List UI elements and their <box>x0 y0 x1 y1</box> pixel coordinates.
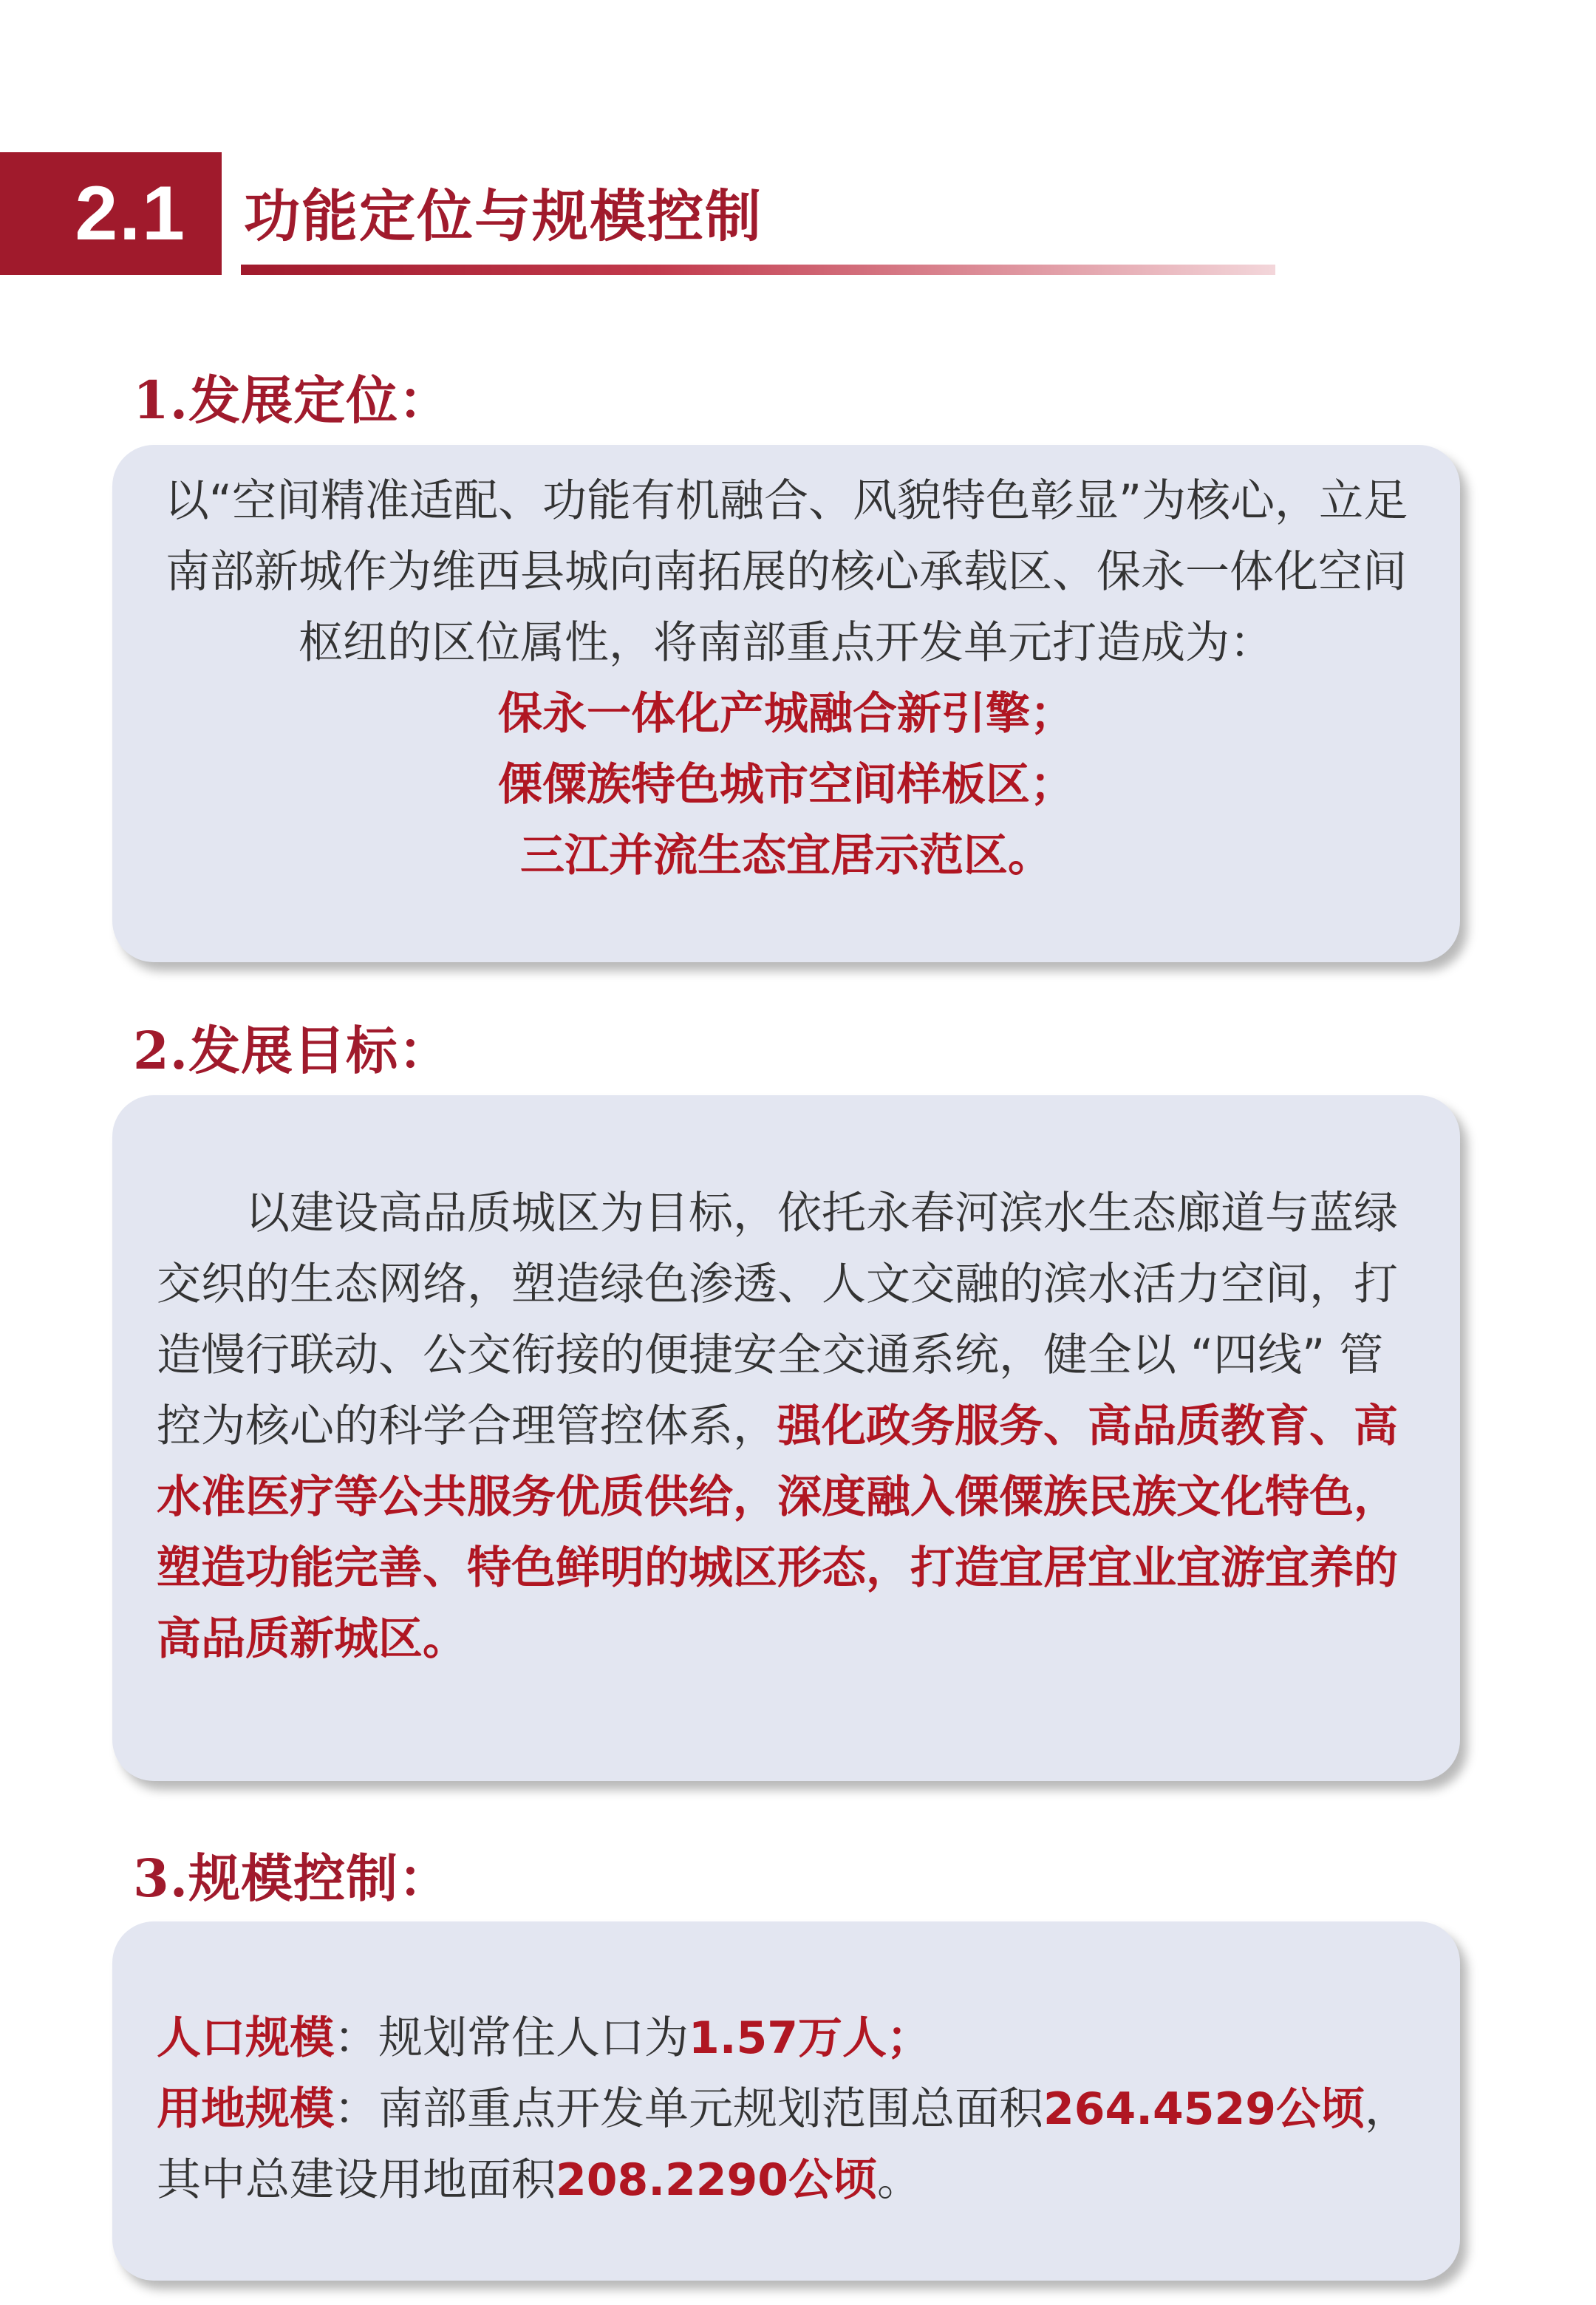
section-2-title: 2.发展目标： <box>133 1020 451 1081</box>
construction-area-value: 208.2290公顷 <box>556 2154 878 2206</box>
population-value: 1.57万人； <box>689 2012 932 2064</box>
population-text: 规划常住人口为 <box>378 2012 689 2064</box>
positioning-item-1: 保永一体化产城融合新引擎； <box>498 688 1074 740</box>
land-text: 南部重点开发单元规划范围总面积 <box>378 2083 1043 2135</box>
population-scale-line <box>157 2003 1416 2074</box>
land-end: 。 <box>877 2154 922 2206</box>
section-1-intro: 以“空间精准适配、功能有机融合、风貌特色彰显”为核心，立足南部新城作为维西县城向南拓展的核心承载区、保永一体化空间枢纽的区位属性，将南部重点开发单元打造成为： <box>164 475 1408 669</box>
section-3-title: 3.规模控制： <box>133 1848 451 1909</box>
population-colon: ： <box>334 2012 378 2064</box>
land-middle-text: ，其中总建设用地面积 <box>157 2083 1410 2206</box>
section-3-card <box>112 1921 1460 2281</box>
total-area-value: 264.4529公顷 <box>1043 2083 1365 2135</box>
page-title: 功能定位与规模控制 <box>244 183 763 249</box>
land-colon: ： <box>334 2083 378 2135</box>
section-number-badge: 2.1 <box>0 152 222 275</box>
goal-highlight-text: 强化政务服务、高品质教育、高水准医疗等公共服务优质供给，深度融入傈僳族民族文化特色，塑造功能完善、特色鲜明的城区形态，打造宜居宜业宜游宜养的高品质新城区。 <box>157 1400 1398 1665</box>
land-scale-line <box>157 2074 1416 2216</box>
section-2-card <box>112 1095 1460 1781</box>
population-label: 人口规模 <box>157 2012 334 2064</box>
land-label: 用地规模 <box>157 2083 334 2135</box>
section-2-paragraph <box>157 1178 1408 1675</box>
section-1-card <box>112 445 1460 962</box>
title-underline <box>241 265 1275 275</box>
goal-text: 以建设高品质城区为目标，依托永春河滨水生态廊道与蓝绿交织的生态网络，塑造绿色渗透、人文交融的滨水活力空间，打造慢行联动、公交衔接的便捷安全交通系统，健全以 “四线” 管控为核心的科学合理管控体系， <box>157 1188 1398 1452</box>
positioning-item-2: 傈僳族特色城市空间样板区； <box>498 759 1074 811</box>
section-1-title: 1.发展定位： <box>133 370 451 431</box>
positioning-item-3: 三江并流生态宜居示范区。 <box>520 830 1052 882</box>
